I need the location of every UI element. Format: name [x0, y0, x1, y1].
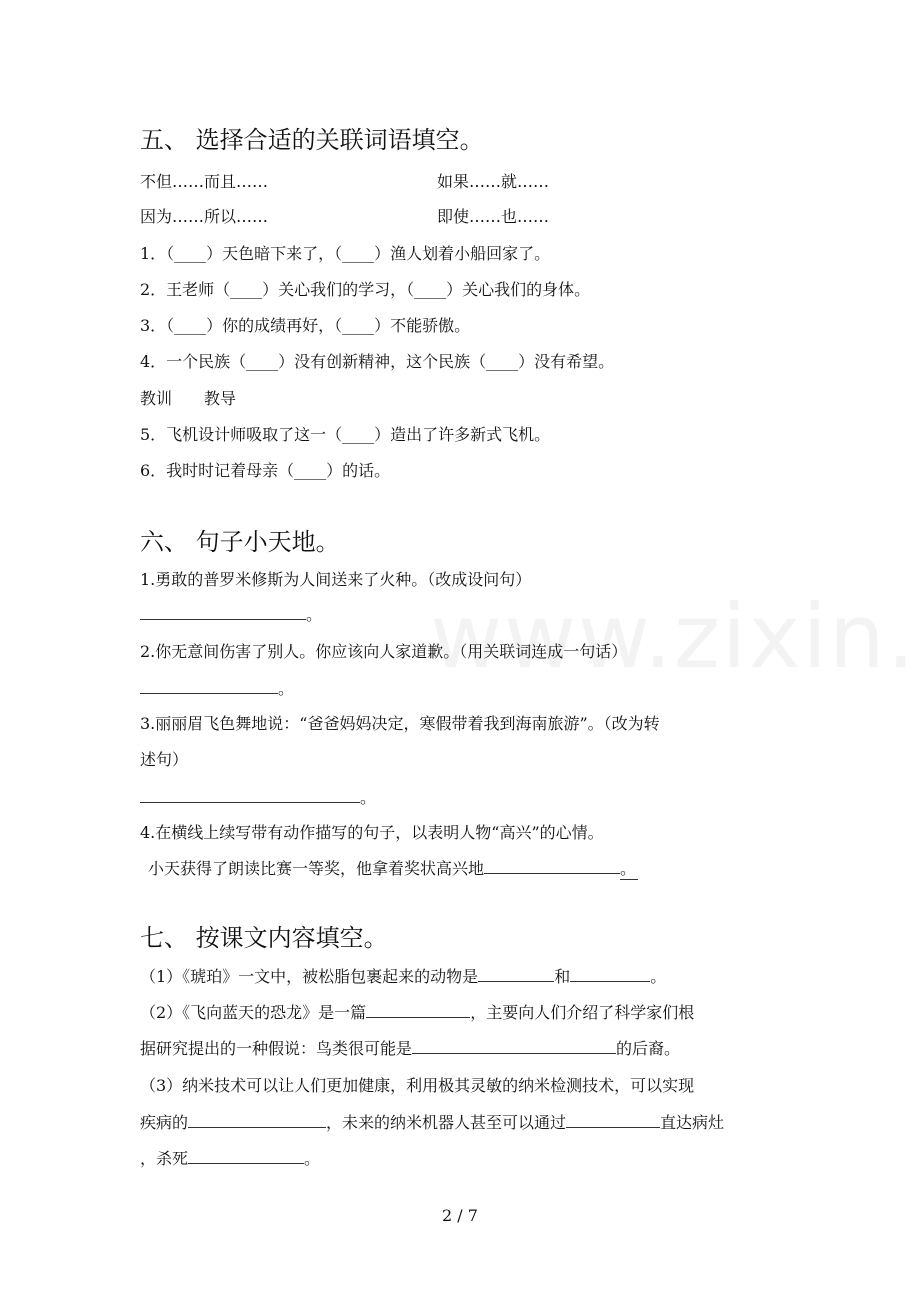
s5-question-1: 1．（____）天色暗下来了，（____）渔人划着小船回家了。 — [140, 244, 551, 263]
section5-title: 五、 选择合适的关联词语填空。 — [140, 126, 484, 154]
s7-question-2-cont: 据研究提出的一种假说：鸟类很可能是 的后裔。 — [140, 1039, 681, 1058]
s6-question-3-cont: 述句） — [140, 750, 189, 769]
section6-title: 六、 句子小天地。 — [140, 528, 340, 556]
s6-question-4: 4.在横线上续写带有动作描写的句子，以表明人物“高兴”的心情。 — [140, 823, 604, 842]
s5-question-6: 6．我时时记着母亲（____）的话。 — [140, 461, 391, 480]
s7-question-3-end: ，杀死 。 — [140, 1149, 321, 1168]
s7-question-2: （2）《飞向蓝天的恐龙》是一篇 ，主要向人们介绍了科学家们根 — [140, 1003, 695, 1022]
page-number: 2 / 7 — [442, 1206, 478, 1225]
s6-answer-line-3: 。 — [140, 785, 376, 808]
s7-question-1: （1）《琥珀》一文中，被松脂包裹起来的动物是 和 。 — [140, 967, 667, 986]
s6-question-1: 1.勇敢的普罗米修斯为人间送来了火种。（改成设问句） — [140, 570, 532, 589]
section7-title: 七、 按课文内容填空。 — [140, 924, 388, 952]
option-3: 因为……所以…… — [140, 207, 269, 226]
watermark — [430, 585, 920, 688]
option-4: 即使……也…… — [437, 207, 550, 226]
s6-question-4-line: 小天获得了朗读比赛一等奖，他拿着奖状高兴地 。 — [148, 856, 638, 880]
s6-answer-line-1: 。 — [140, 602, 322, 625]
option-2: 如果……就…… — [437, 172, 550, 191]
s6-question-2: 2.你无意间伤害了别人。你应该向人家道歉。（用关联词连成一句话） — [140, 642, 628, 661]
s5-question-4: 4．一个民族（____）没有创新精神，这个民族（____）没有希望。 — [140, 352, 615, 371]
s7-question-3: （3）纳米技术可以让人们更加健康，利用极其灵敏的纳米检测技术，可以实现 — [140, 1076, 695, 1095]
s6-question-3: 3.丽丽眉飞色舞地说：“爸爸妈妈决定，寒假带着我到海南旅游”。（改为转 — [140, 714, 660, 733]
option-1: 不但……而且…… — [140, 172, 269, 191]
s5-question-5: 5．飞机设计师吸取了这一（____）造出了许多新式飞机。 — [140, 425, 551, 444]
s6-answer-line-2: 。 — [140, 676, 294, 699]
s7-question-3-cont: 疾病的 ，未来的纳米机器人甚至可以通过 直达病灶 — [140, 1113, 725, 1132]
s5-question-3: 3．（____）你的成绩再好，（____）不能骄傲。 — [140, 316, 471, 335]
s5-question-2: 2．王老师（____）关心我们的学习，（____）关心我们的身体。 — [140, 280, 591, 299]
word-choices: 教训 教导 — [140, 389, 237, 408]
